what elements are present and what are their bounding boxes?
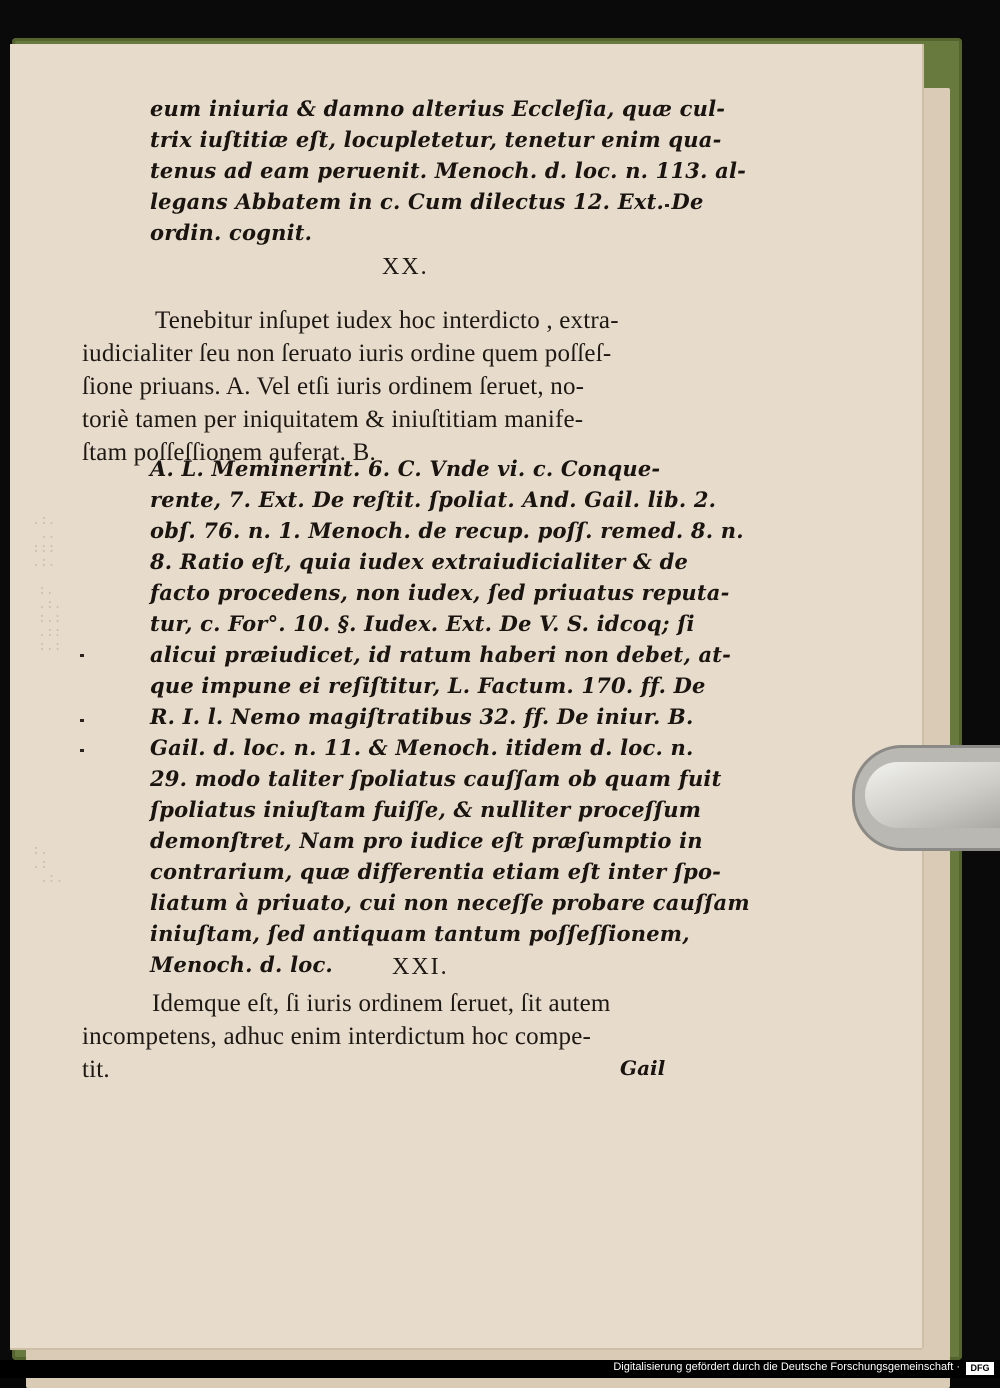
note-line: rente, 7. Ext. De reſtit. ſpoliat. And. Gail. lib. 2. bbox=[150, 487, 717, 512]
note-line: facto procedens, non iudex, ſed priuatus reputa- bbox=[150, 580, 730, 605]
margin-mark bbox=[80, 719, 84, 722]
note-line: demonſtret, Nam pro iudice eſt præſumptio in bbox=[150, 828, 703, 853]
note-line: 8. Ratio eſt, quia iudex extraiudicialiter & de bbox=[150, 549, 689, 574]
note-line: contrarium, quæ differentia etiam eſt inter ſpo- bbox=[150, 859, 722, 884]
note-line: obſ. 76. n. 1. Menoch. de recup. poſſ. remed. 8. n. bbox=[150, 518, 744, 543]
body-line: tit. bbox=[82, 1056, 110, 1083]
margin-mark bbox=[80, 654, 84, 657]
body-line: ſione priuans. A. Vel etſi iuris ordinem ſeruet, no- bbox=[82, 373, 585, 400]
bleed-through-marks: .:. .. ::: .:. bbox=[32, 513, 56, 570]
text-line: ordin. cognit. bbox=[150, 220, 313, 245]
bleed-through-marks: :. .: .:. bbox=[32, 843, 64, 886]
body-line: Idemque eſt, ſi iuris ordinem ſeruet, ſit autem bbox=[152, 990, 611, 1017]
note-line: R. I. l. Nemo magiſtratibus 32. ff. De iniur. B. bbox=[150, 704, 694, 729]
text-line: trix iuſtitiæ eſt, locupletetur, tenetur enim qua- bbox=[150, 127, 722, 152]
body-line: iudicialiter ſeu non ſeruato iuris ordine quem poſſeſ- bbox=[82, 340, 612, 367]
note-line: iniuſtam, ſed antiquam tantum poſſeſſionem, bbox=[150, 921, 690, 946]
body-line: ſtam poſſeſſionem auferat. B. bbox=[82, 439, 376, 466]
body-line: toriè tamen per iniquitatem & iniuſtitiam manife- bbox=[82, 406, 584, 433]
margin-mark bbox=[80, 749, 84, 752]
body-line: incompetens, adhuc enim interdictum hoc compe- bbox=[82, 1023, 592, 1050]
catchword: Gail bbox=[620, 1056, 666, 1080]
text-line: eum iniuria & damno alterius Eccleſia, quæ cul- bbox=[150, 96, 726, 121]
section-heading-xx: XX. bbox=[382, 254, 429, 280]
footer-bar bbox=[0, 1360, 1000, 1378]
note-line: ſpoliatus iniuſtam fuiſſe, & nulliter proceſſum bbox=[150, 797, 702, 822]
bleed-through-marks: :. .:. :.: .:: :.: bbox=[38, 583, 62, 654]
note-line: alicui præiudicet, id ratum haberi non debet, at- bbox=[150, 642, 732, 667]
note-line: liatum à priuato, cui non neceſſe probare cauſſam bbox=[150, 890, 750, 915]
section-heading-xxi: XXI. bbox=[392, 954, 449, 980]
funding-credit: Digitalisierung gefördert durch die Deutsche Forschungsgemeinschaft · bbox=[613, 1361, 960, 1373]
note-line: A. L. Meminerint. 6. C. Vnde vi. c. Conque- bbox=[150, 456, 661, 481]
note-line: Gail. d. loc. n. 11. & Menoch. itidem d. loc. n. bbox=[150, 735, 694, 760]
document-page bbox=[10, 44, 922, 1348]
page-clip-shine bbox=[865, 762, 1000, 828]
text-line: legans Abbatem in c. Cum dilectus 12. Ext. De bbox=[150, 189, 704, 214]
body-line: Tenebitur inſupet iudex hoc interdicto , extra- bbox=[155, 307, 619, 334]
note-line: tur, c. For°. 10. §. Iudex. Ext. De V. S. idcoq; ſi bbox=[150, 611, 695, 636]
text-line: tenus ad eam peruenit. Menoch. d. loc. n. 113. al- bbox=[150, 158, 747, 183]
note-line: 29. modo taliter ſpoliatus cauſſam ob quam fuit bbox=[150, 766, 722, 791]
note-line: Menoch. d. loc. bbox=[150, 952, 333, 977]
note-line: que impune ei reſiſtitur, L. Factum. 170. ff. De bbox=[150, 673, 706, 698]
dfg-logo: DFG bbox=[966, 1362, 994, 1375]
page-clip bbox=[852, 745, 1000, 851]
